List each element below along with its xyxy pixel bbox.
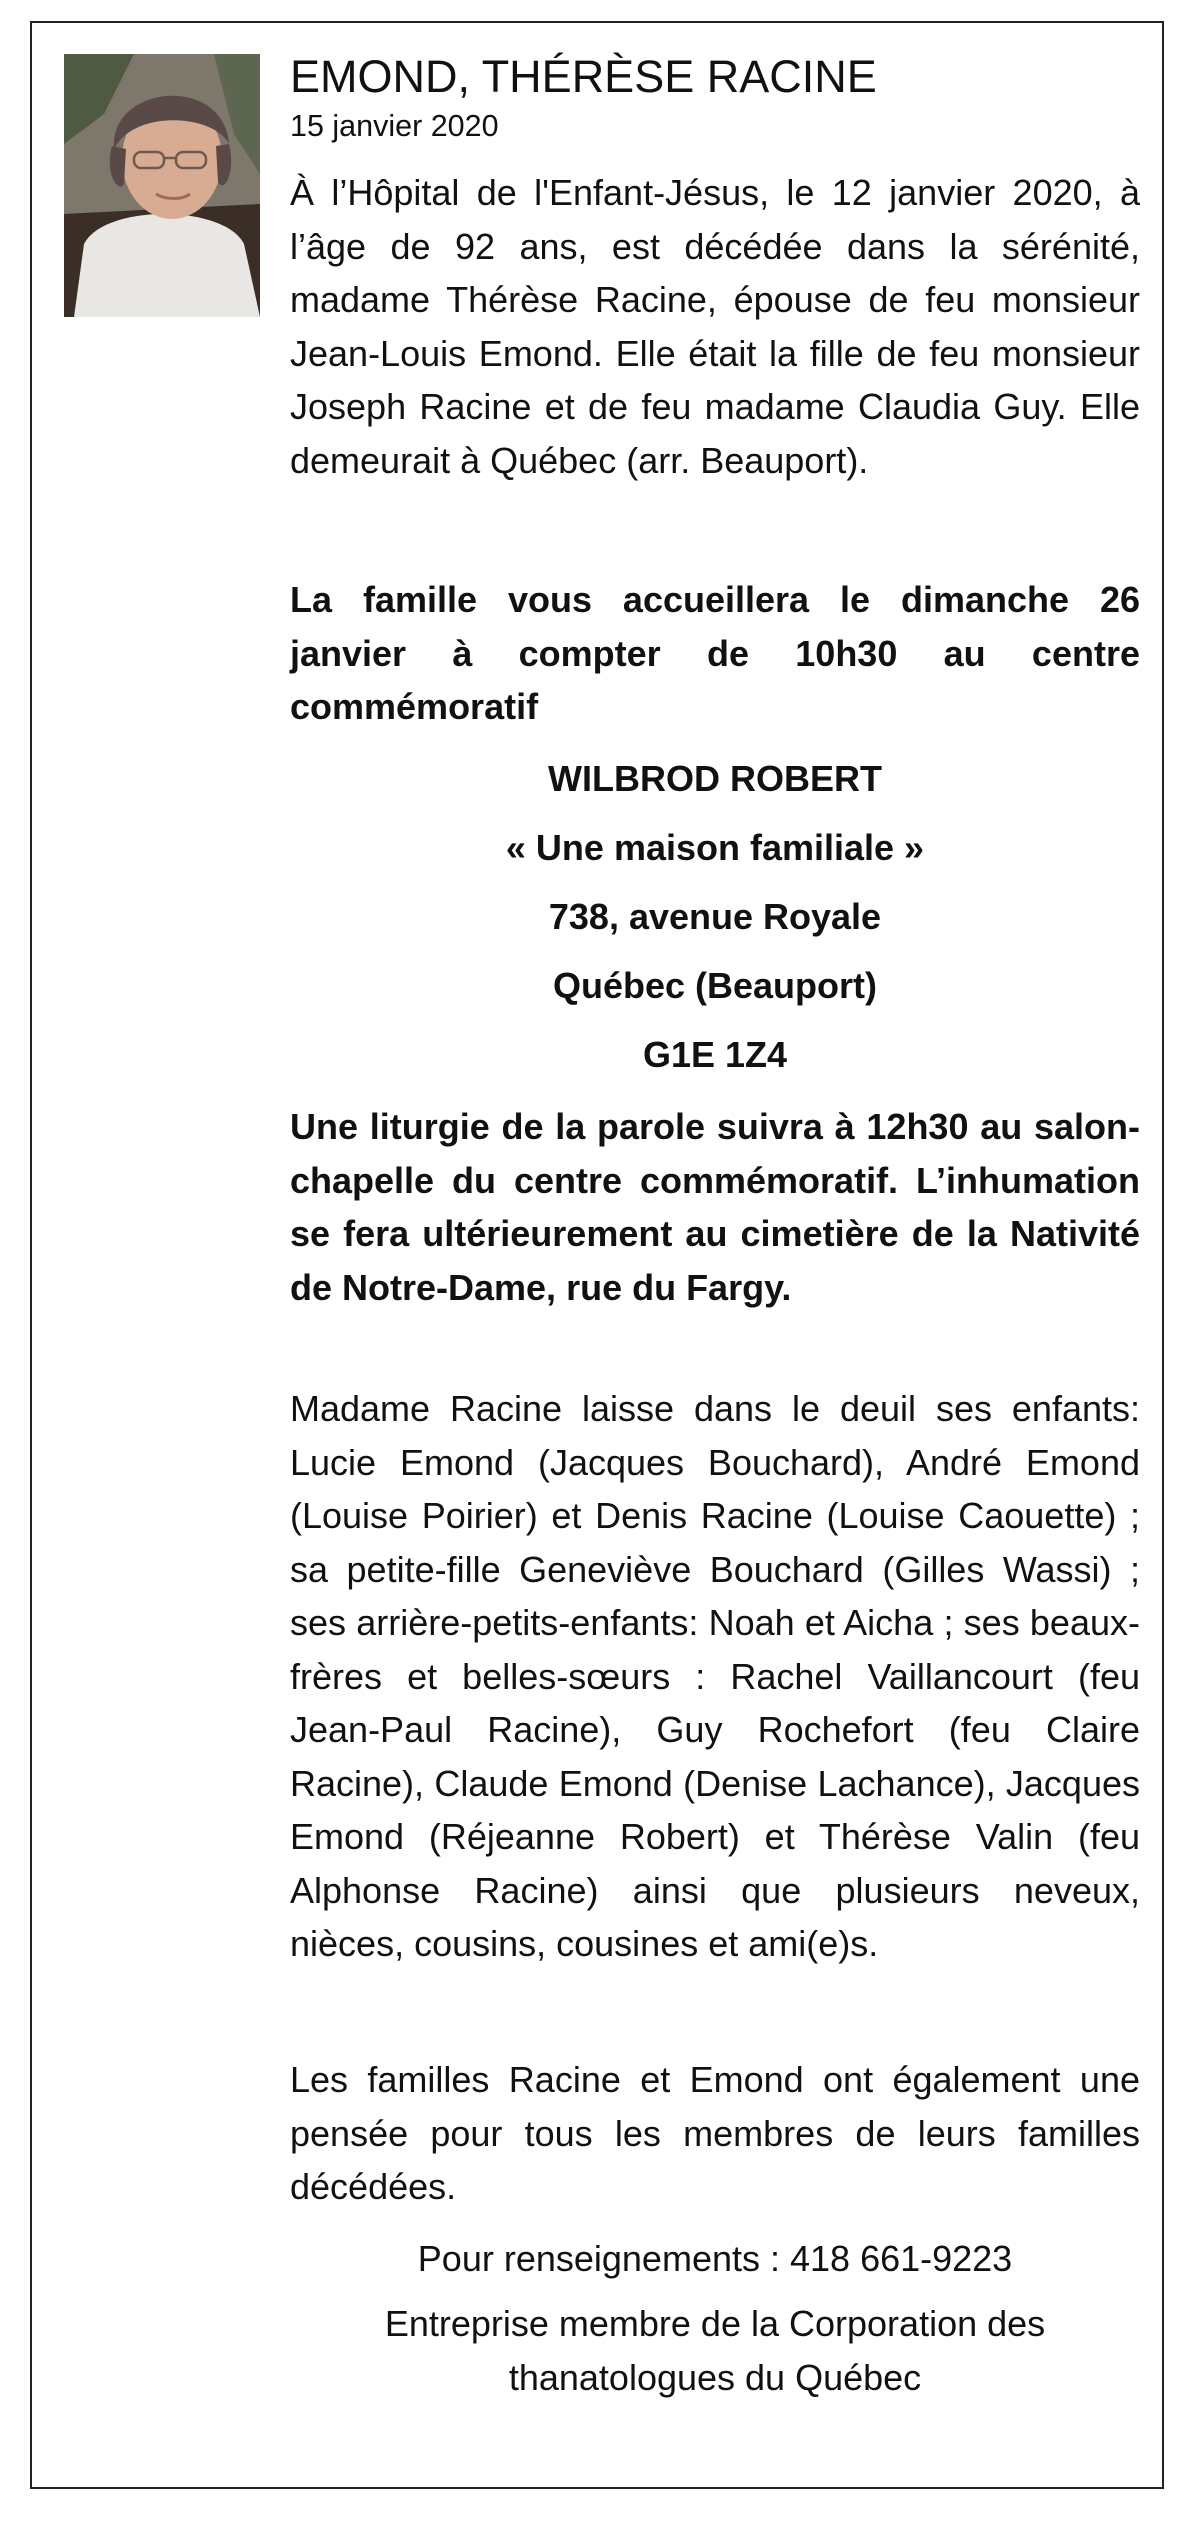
venue-tagline: « Une maison familiale » [505,827,925,868]
venue-city: Québec (Beauport) [552,965,878,1006]
deceased-name: EMOND, THÉRÈSE RACINE [290,51,877,102]
contact-line: Pour renseignements : 418 661-9223 [417,2238,1013,2279]
venue-postal-code: G1E 1Z4 [642,1034,788,1075]
venue-street: 738, avenue Royale [548,896,882,937]
visitation-paragraph: La famille vous accueillera le dimanche 26 janvier à compter de 10h30 au centre commémoratif [290,579,1140,727]
venue-name: WILBROD ROBERT [548,758,882,799]
thoughts-paragraph: Les familles Racine et Emond ont également une pensée pour tous les membres de leurs familles décédées. [290,2059,1140,2207]
portrait-photo [64,54,260,317]
membership-note: Entreprise membre de la Corporation des thanatologues du Québec [384,2303,1046,2398]
publication-date: 15 janvier 2020 [290,109,499,143]
survivors-paragraph: Madame Racine laisse dans le deuil ses enfants: Lucie Emond (Jacques Bouchard), André Emond (Louise Poirier) et Denis Racine (Louise Caouette) ; sa petite-fille Geneviève Bouchard (Gilles Wassi) ; ses arrière-petits-enfants: Noah et Aicha ; ses beaux-frères et belles-sœurs : Rachel Vaillancourt (feu Jean-Paul Racine), Guy Rochefort (feu Claire Racine), Claude Emond (Denise Lachance), Jacques Emond (Réjeanne Robert) et Thérèse Valin (feu Alphonse Racine) ainsi que plusieurs neveux, nièces, cousins, cousines et ami(e)s. [290,1388,1140,1964]
liturgy-paragraph: Une liturgie de la parole suivra à 12h30 au salon-chapelle du centre commémoratif. L’inhumation se fera ultérieurement au cimetière de la Nativité de Notre-Dame, rue du Fargy. [290,1106,1140,1308]
portrait-image [64,54,260,317]
intro-paragraph: À l’Hôpital de l'Enfant-Jésus, le 12 janvier 2020, à l’âge de 92 ans, est décédée dans la sérénité, madame Thérèse Racine, épouse de feu monsieur Jean-Louis Emond. Elle était la fille de feu monsieur Joseph Racine et de feu madame Claudia Guy. Elle demeurait à Québec (arr. Beauport). [290,172,1140,481]
